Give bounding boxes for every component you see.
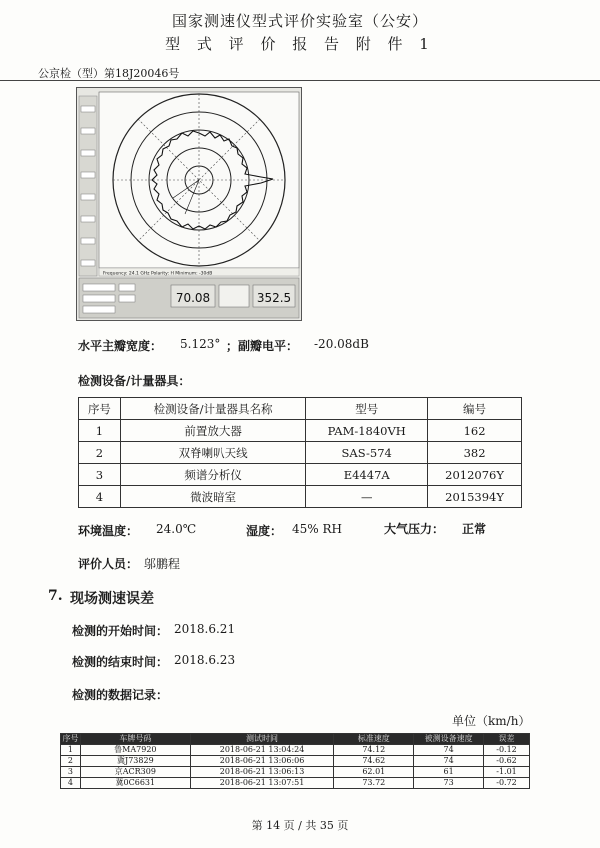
table-cell: E4447A xyxy=(306,464,428,486)
table-cell: 382 xyxy=(428,442,522,464)
table-cell: 3 xyxy=(79,464,121,486)
table-row xyxy=(61,767,530,778)
table-cell: 4 xyxy=(61,778,81,789)
column-header: 被测设备速度 xyxy=(414,734,484,745)
start-time-label: 检测的开始时间： xyxy=(72,624,169,638)
table-cell: 京ACR309 xyxy=(80,767,190,778)
records-table-header xyxy=(61,734,530,745)
table-cell: -0.12 xyxy=(484,745,530,756)
pattern-caption: Frequency: 24.1 GHz Polarity: H Minimum: -30dB xyxy=(103,271,213,277)
table-cell: 2015394Y xyxy=(428,486,522,508)
table-cell: 鲁MA7920 xyxy=(80,745,190,756)
column-header: 序号 xyxy=(62,734,79,743)
temperature-value: 24.0℃ xyxy=(156,522,197,536)
table-cell: 73 xyxy=(414,778,484,789)
table-row xyxy=(79,464,522,486)
antenna-pattern-image xyxy=(76,87,302,321)
table-cell: SAS-574 xyxy=(306,442,428,464)
table-row xyxy=(61,756,530,767)
beamwidth-value: 5.123° xyxy=(180,337,221,351)
table-cell: 微波暗室 xyxy=(120,486,305,508)
equipment-heading: 检测设备/计量器具： xyxy=(78,374,191,388)
sidelobe-value: -20.08dB xyxy=(314,337,369,351)
table-cell: 74.12 xyxy=(334,745,414,756)
records-label: 检测的数据记录： xyxy=(72,688,169,702)
table-cell: 冀0C6631 xyxy=(80,778,190,789)
pattern-readout-angle: 70.08 xyxy=(175,291,211,305)
table-cell: -0.62 xyxy=(484,756,530,767)
table-cell: 2018-06-21 13:04:24 xyxy=(190,745,334,756)
humidity-label: 湿度： xyxy=(246,524,283,538)
temperature-label: 环境温度： xyxy=(78,524,139,538)
column-header: 测试时间 xyxy=(190,734,334,745)
table-cell: — xyxy=(306,486,428,508)
evaluator-name: 邬鹏程 xyxy=(144,557,181,571)
table-row xyxy=(61,745,530,756)
table-cell: 双脊喇叭天线 xyxy=(120,442,305,464)
table-cell: 74 xyxy=(414,756,484,767)
table-cell: -0.72 xyxy=(484,778,530,789)
unit-label: 单位（km/h） xyxy=(452,714,531,728)
report-number: 公京检（型）第18J20046号 xyxy=(38,67,180,80)
table-row xyxy=(79,420,522,442)
pressure-label: 大气压力： xyxy=(384,522,445,536)
pattern-readout-value: 352.5 xyxy=(256,291,292,305)
table-cell: 61 xyxy=(414,767,484,778)
column-header: 标准速度 xyxy=(334,734,414,745)
table-row xyxy=(79,486,522,508)
beamwidth-label: 水平主瓣宽度： xyxy=(78,339,163,353)
table-cell: 2012076Y xyxy=(428,464,522,486)
table-cell: 73.72 xyxy=(334,778,414,789)
end-time-value: 2018.6.23 xyxy=(174,653,236,667)
column-header: 编号 xyxy=(428,398,522,420)
report-subtitle: 型 式 评 价 报 告 附 件 1 xyxy=(165,35,435,53)
table-cell: 2018-06-21 13:07:51 xyxy=(190,778,334,789)
table-cell: 冀J73829 xyxy=(80,756,190,767)
table-cell: 162 xyxy=(428,420,522,442)
humidity-value: 45% RH xyxy=(292,522,342,536)
table-cell: PAM-1840VH xyxy=(306,420,428,442)
radiation-pattern-plot xyxy=(77,88,301,320)
section-number: 7. xyxy=(48,588,63,604)
column-header: 检测设备/计量器具名称 xyxy=(120,398,305,420)
table-cell: 前置放大器 xyxy=(120,420,305,442)
sidelobe-label: ；副瓣电平： xyxy=(226,339,299,353)
lab-title: 国家测速仪型式评价实验室（公安） xyxy=(171,12,428,30)
end-time-label: 检测的结束时间： xyxy=(72,655,169,669)
speed-records-table xyxy=(60,733,530,789)
evaluator-label: 评价人员： xyxy=(78,557,139,571)
table-cell: 74 xyxy=(414,745,484,756)
table-row xyxy=(79,442,522,464)
table-cell: 2 xyxy=(61,756,81,767)
table-cell: 2 xyxy=(79,442,121,464)
section-title: 现场测速误差 xyxy=(70,591,154,607)
table-cell: 2018-06-21 13:06:13 xyxy=(190,767,334,778)
header-divider xyxy=(0,80,600,81)
table-cell: 74.62 xyxy=(334,756,414,767)
column-header: 误差 xyxy=(484,734,530,745)
table-cell: -1.01 xyxy=(484,767,530,778)
table-cell: 2018-06-21 13:06:06 xyxy=(190,756,334,767)
table-cell: 1 xyxy=(61,745,81,756)
column-header: 车牌号码 xyxy=(80,734,190,745)
table-cell: 1 xyxy=(79,420,121,442)
table-cell: 频谱分析仪 xyxy=(120,464,305,486)
equipment-table-header xyxy=(79,398,522,420)
equipment-table xyxy=(78,397,522,508)
column-header: 序号 xyxy=(79,398,121,420)
page-number: 第 14 页 / 共 35 页 xyxy=(251,819,349,832)
pressure-value: 正常 xyxy=(462,522,487,536)
table-cell: 62.01 xyxy=(334,767,414,778)
column-header: 型号 xyxy=(306,398,428,420)
table-row xyxy=(61,778,530,789)
table-cell: 4 xyxy=(79,486,121,508)
table-cell: 3 xyxy=(61,767,81,778)
start-time-value: 2018.6.21 xyxy=(174,622,236,636)
